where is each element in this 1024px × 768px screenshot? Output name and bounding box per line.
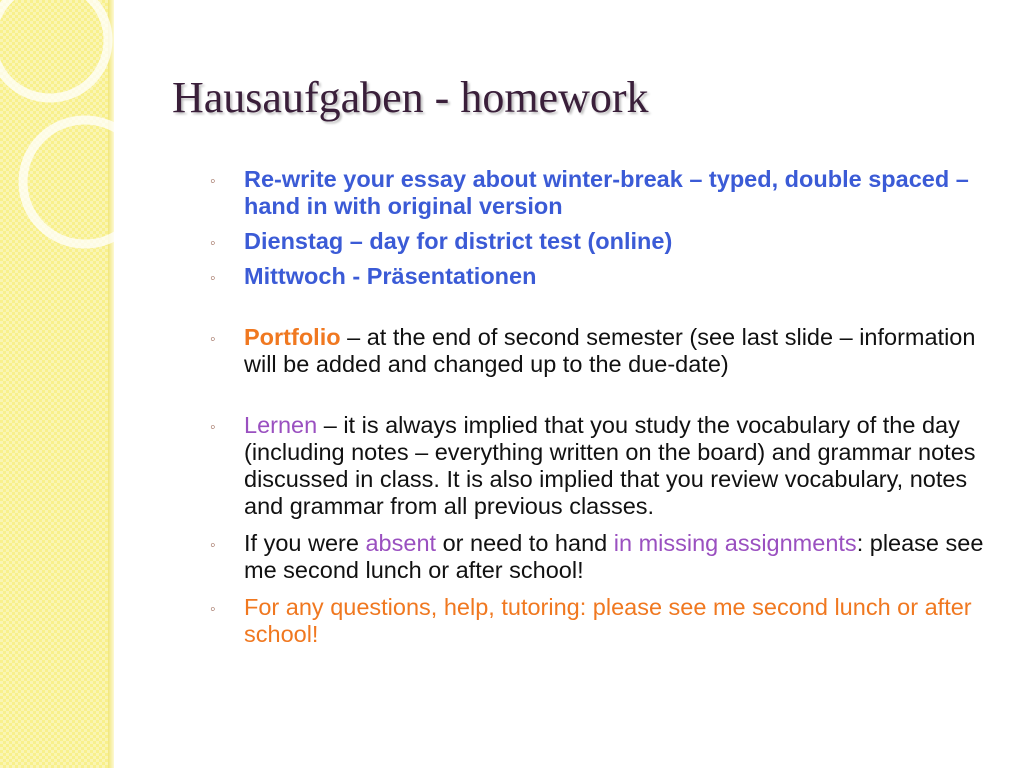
list-item <box>210 412 1000 520</box>
list-item <box>210 324 1000 378</box>
list-item <box>210 594 1000 648</box>
bullet-icon: ◦ <box>210 270 216 287</box>
bullet-icon: ◦ <box>210 419 216 436</box>
list-item <box>210 228 1000 255</box>
page-title: Hausaufgaben - homework <box>172 73 649 122</box>
bullet-icon: ◦ <box>210 235 216 252</box>
item-text: or need to hand <box>436 530 614 556</box>
bullet-icon: ◦ <box>210 173 216 190</box>
list-item <box>210 263 1000 290</box>
decorative-circles <box>0 0 170 300</box>
missing-assignments-keyword: in missing assignments <box>613 530 857 556</box>
item-text: For any questions, help, tutoring: please see me second lunch or after school! <box>244 594 972 647</box>
item-text: Mittwoch - Präsentationen <box>244 263 537 289</box>
item-text: Dienstag – day for district test (online) <box>244 228 673 254</box>
absent-keyword: absent <box>365 530 437 556</box>
bullet-icon: ◦ <box>210 601 216 618</box>
bullet-icon: ◦ <box>210 537 216 554</box>
item-text: Re-write your essay about winter-break – typed, double spaced – hand in with original version <box>244 166 969 219</box>
item-text: – it is always implied that you study the vocabulary of the day (including notes – everything written on the board) and grammar notes discussed in class. It is also implied that you review vocabulary, notes and grammar from all previous classes. <box>244 412 976 519</box>
portfolio-keyword: Portfolio <box>244 324 341 350</box>
item-text: If you were <box>244 530 366 556</box>
bullet-icon: ◦ <box>210 331 216 348</box>
list-item <box>210 166 1000 220</box>
item-text: – at the end of second semester (see last slide – information will be added and changed up to the due-date) <box>244 324 976 377</box>
item-text: : please see me second lunch or after school! <box>244 530 984 583</box>
lernen-keyword: Lernen <box>244 412 318 438</box>
list-item <box>210 530 1000 584</box>
homework-list <box>210 166 1000 648</box>
